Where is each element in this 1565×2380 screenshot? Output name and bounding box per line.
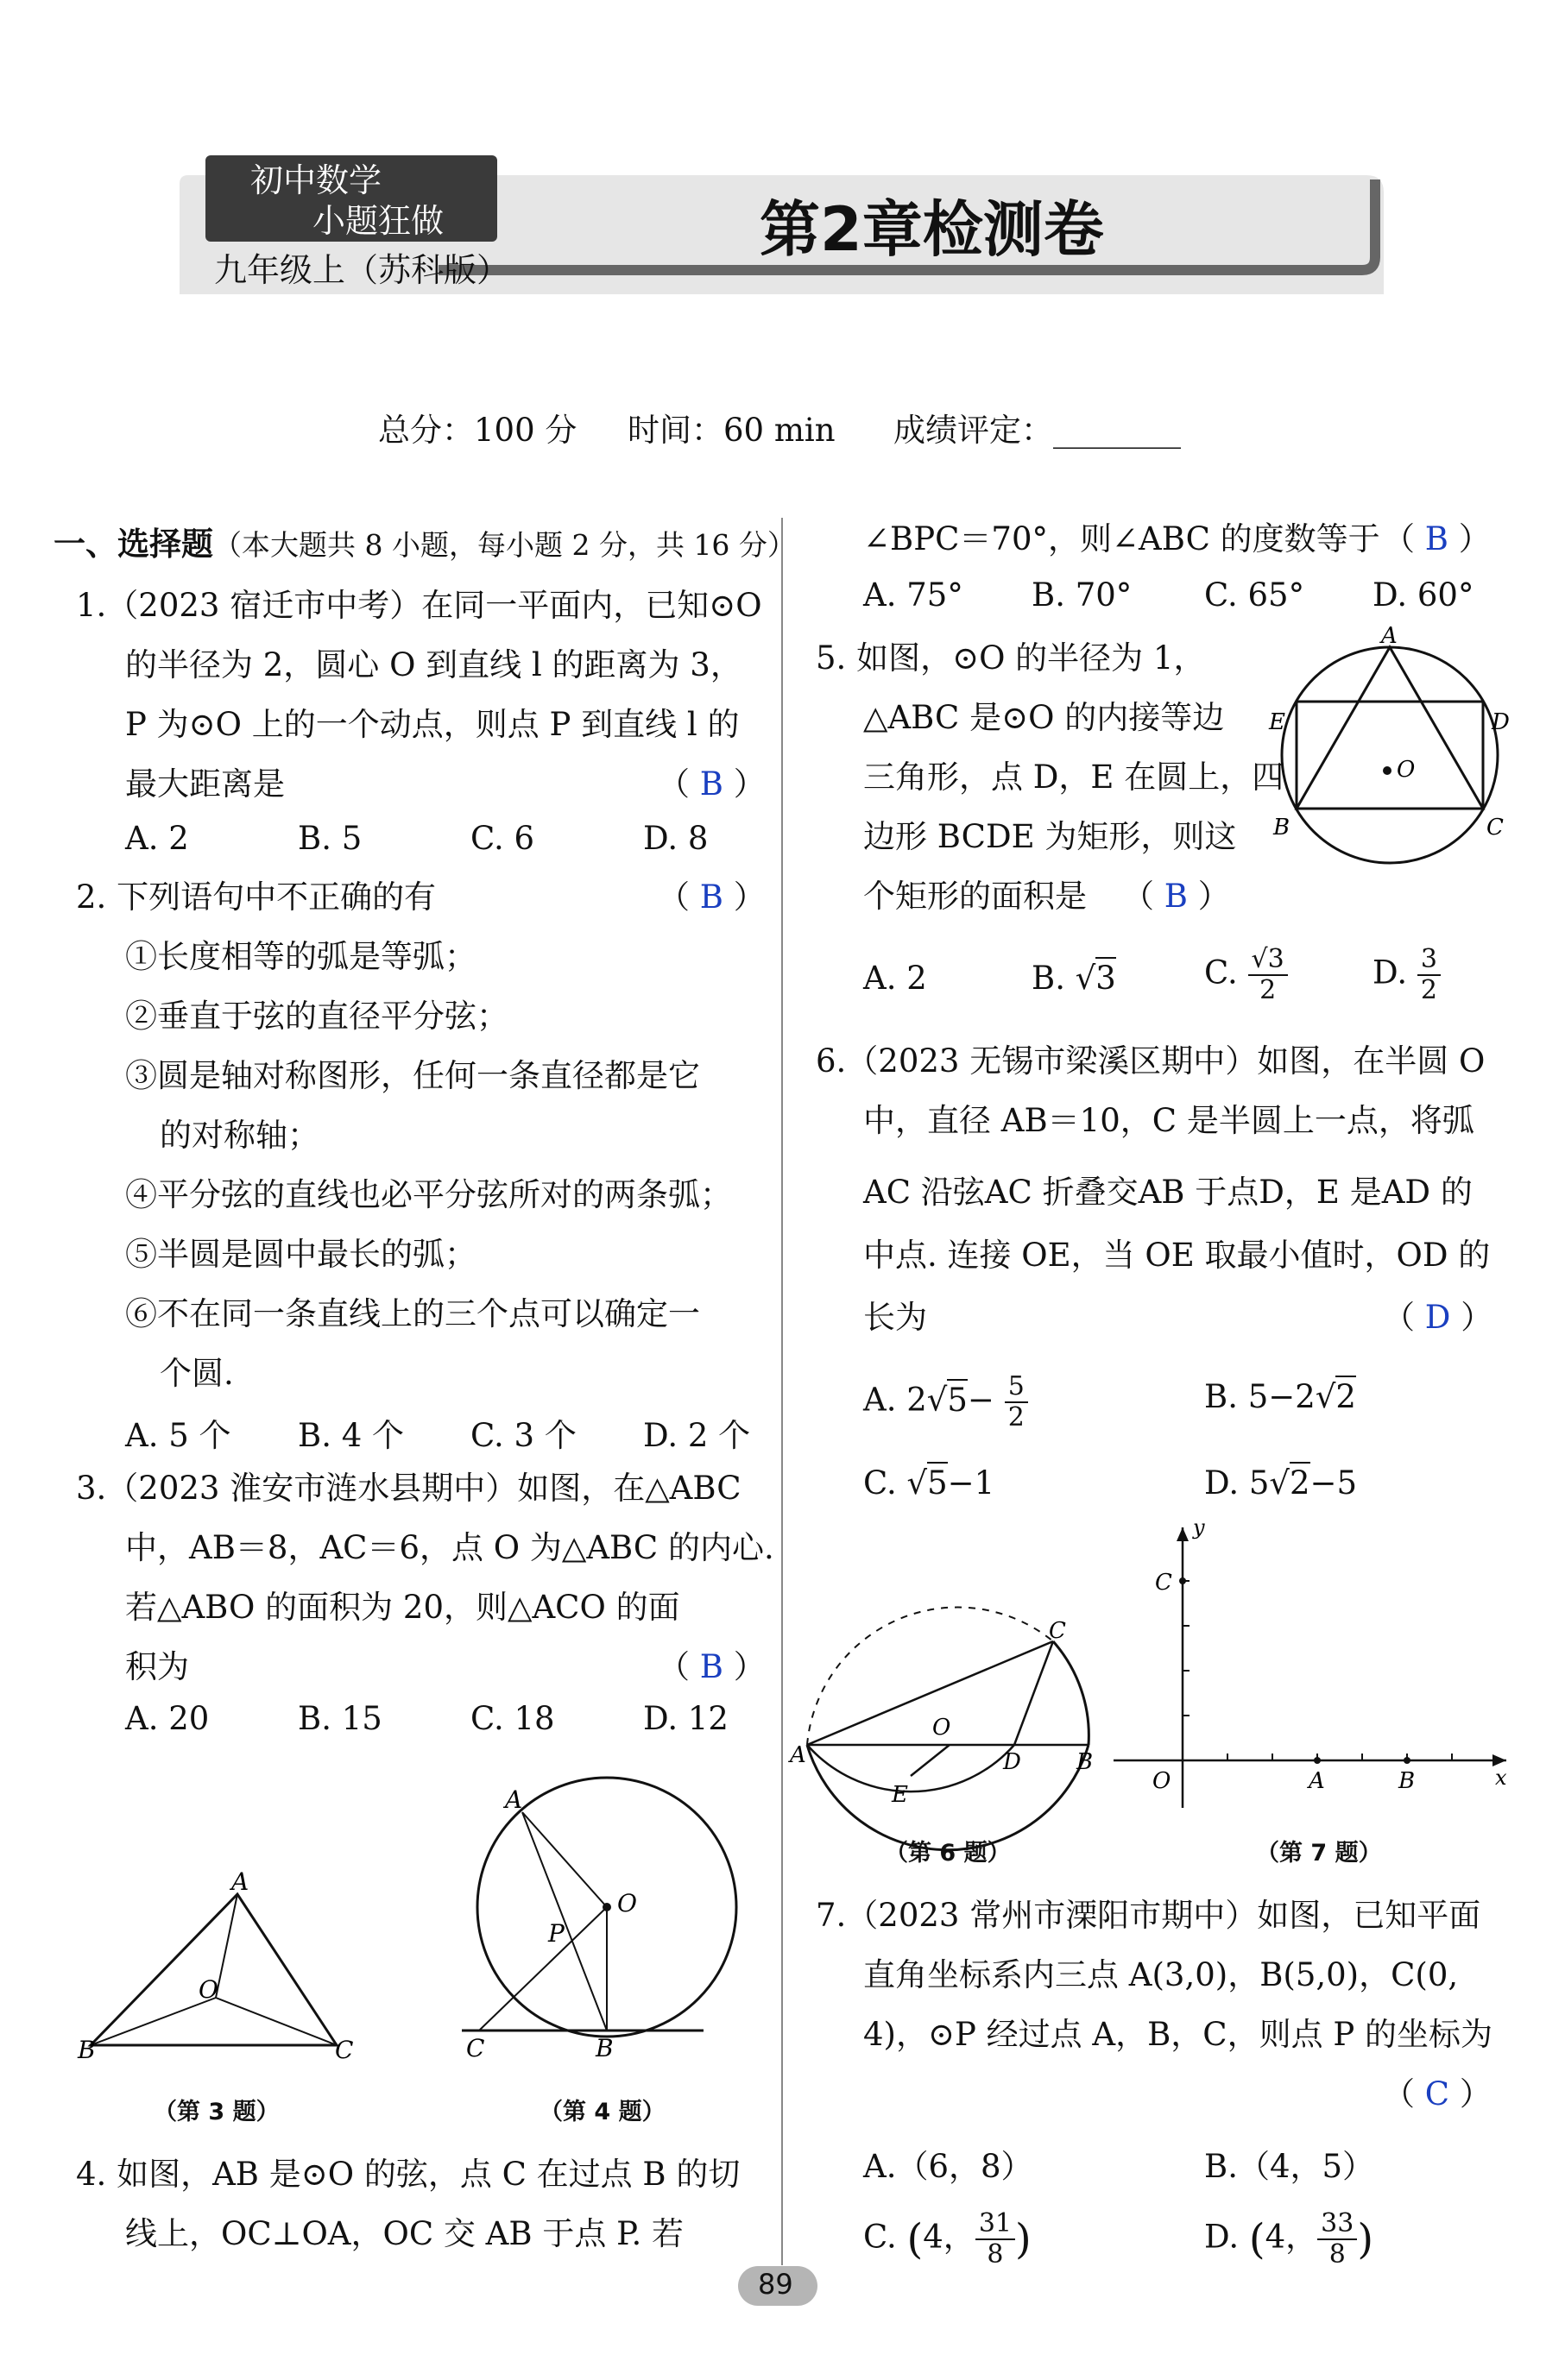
svg-text:O: O (199, 1975, 218, 2004)
q2-option-b: B. 4 个 (298, 1417, 405, 1454)
svg-text:D: D (1003, 1749, 1021, 1775)
q6-option-c: C. √5−1 (863, 1464, 994, 1502)
q5-option-d-label: D. (1373, 954, 1408, 992)
q6-line5: 长为 (863, 1299, 927, 1336)
svg-text:A: A (1381, 623, 1398, 649)
figure-q3 (78, 1867, 371, 2064)
q3-line4: 积为 (125, 1648, 189, 1685)
svg-text:C: C (1486, 815, 1504, 841)
q1-option-d: D. 8 (643, 820, 709, 857)
svg-text:x: x (1495, 1766, 1507, 1790)
q6-option-b: B. 5−2√2 (1204, 1378, 1356, 1415)
q3-option-a: A. 20 (125, 1700, 210, 1737)
svg-text:A: A (790, 1742, 806, 1768)
column-divider (781, 518, 783, 2265)
q1-line3: P 为⊙O 上的一个动点，则点 P 到直线 l 的 (125, 706, 740, 743)
figure-q6-caption: （第 6 题） (885, 1840, 1011, 1867)
q6-option-d-label: D. (1204, 1464, 1240, 1502)
grade-evaluation: 成绩评定：________ (893, 412, 1181, 449)
figure-q7-caption: （第 7 题） (1256, 1840, 1382, 1867)
q6-option-c-label: C. (863, 1464, 897, 1502)
q2-item-6: ⑥不在同一条直线上的三个点可以确定一 (125, 1295, 700, 1332)
q5-option-d (1373, 945, 1441, 1005)
q1-line2: 的半径为 2，圆心 O 到直线 l 的距离为 3， (125, 646, 742, 683)
q7-option-c-label: C. (863, 2218, 897, 2256)
q6-option-c-radicand: 5 (927, 1462, 948, 1502)
svg-text:C: C (1155, 1570, 1172, 1596)
figure-q6 (790, 1618, 1101, 1821)
q1-option-c: C. 6 (470, 820, 535, 857)
q4-option-a: A. 75° (863, 576, 963, 614)
q4-answer-value: B (1424, 520, 1448, 557)
q6-option-d-radicand: 2 (1290, 1462, 1310, 1502)
q5-line4: 边形 BCDE 为矩形，则这 (863, 818, 1237, 855)
q4-option-d: D. 60° (1373, 576, 1474, 614)
q5-option-c-den: 2 (1259, 975, 1277, 1005)
q6-answer: （ D ） (1383, 1299, 1493, 1336)
q1-answer: （ B ） (658, 765, 766, 803)
q5-option-d-fraction (1417, 945, 1441, 1005)
figure-q3-caption: （第 3 题） (154, 2099, 280, 2125)
q6-option-a: A. 2√5− $\frac{5}{2}$ (863, 1372, 1028, 1432)
q6-option-a-fraction (1005, 1372, 1028, 1432)
q7-answer-value: C (1424, 2075, 1450, 2112)
q3-line1: 3.（2023 淮安市涟水县期中）如图，在△ABC (76, 1470, 741, 1507)
svg-text:C: C (335, 2036, 354, 2064)
figure-q5 (1260, 623, 1519, 867)
figure-q4 (453, 1773, 712, 2067)
q7-line2: 直角坐标系内三点 A(3,0)，B(5,0)，C(0, (863, 1956, 1459, 1993)
q2-item-4: ④平分弦的直线也必平分弦所对的两条弧； (125, 1176, 732, 1213)
svg-text:B: B (1398, 1768, 1416, 1794)
q4-option-c: C. 65° (1204, 576, 1305, 614)
section-title (54, 518, 796, 564)
q6-option-d: D. 5√2−5 (1204, 1464, 1357, 1502)
q7-option-c-pre: 4， (923, 2218, 975, 2256)
q6-option-a-minus: − (967, 1381, 994, 1419)
section-note: （本大题共 8 小题，每小题 2 分，共 16 分） (213, 528, 796, 562)
page-number: 89 (758, 2268, 793, 2301)
q5-line3: 三角形，点 D，E 在圆上，四 (863, 759, 1284, 796)
svg-text:O: O (932, 1715, 951, 1741)
q5-option-b-radicand: 3 (1095, 957, 1116, 997)
svg-text:A: A (505, 1785, 523, 1814)
q7-option-d-den: 8 (1328, 2239, 1346, 2270)
q4-line3: ∠BPC＝70°，则∠ABC 的度数等于 (863, 520, 1380, 557)
q1-option-b: B. 5 (298, 820, 363, 857)
series-line2: 小题狂做 (312, 202, 445, 240)
q7-option-c: C. (4， $\frac{31}{8}$ ) (863, 2208, 1032, 2270)
q6-option-a-num: 5 (1005, 1372, 1028, 1403)
q1-line1: 1.（2023 宿迁市中考）在同一平面内，已知⊙O (76, 587, 762, 624)
svg-text:A: A (1309, 1768, 1325, 1794)
q5-option-b-label: B. (1032, 960, 1065, 997)
q7-option-c-den: 8 (987, 2239, 1004, 2270)
q1-line4: 最大距离是 (125, 765, 285, 803)
q7-option-d-pre: 4， (1265, 2218, 1318, 2256)
svg-text:D: D (1492, 709, 1510, 735)
q5-line5: 个矩形的面积是 (863, 878, 1087, 915)
q3-answer-value: B (699, 1648, 723, 1685)
q3-line2: 中，AB＝8，AC＝6，点 O 为△ABC 的内心. (125, 1529, 774, 1566)
q1-answer-value: B (699, 765, 723, 803)
q7-option-d-num: 33 (1317, 2209, 1357, 2240)
q7-line3: 4)，⊙P 经过点 A，B，C，则点 P 的坐标为 (863, 2016, 1493, 2053)
q4-option-b: B. 70° (1032, 576, 1133, 614)
q2-option-d: D. 2 个 (643, 1417, 751, 1454)
q6-option-d-pre: 5 (1248, 1464, 1270, 1502)
q5-option-d-num: 3 (1417, 945, 1441, 976)
svg-text:A: A (231, 1867, 249, 1896)
svg-text:B: B (596, 2034, 614, 2062)
grade-label: 九年级上（苏科版） (214, 251, 510, 289)
svg-text:B: B (1273, 815, 1290, 841)
svg-text:O: O (617, 1889, 637, 1917)
svg-text:B: B (1076, 1749, 1094, 1775)
q2-answer: （ B ） (658, 878, 766, 916)
q1-option-a: A. 2 (125, 820, 189, 857)
q7-line1: 7.（2023 常州市溧阳市期中）如图，已知平面 (816, 1897, 1481, 1934)
time-limit: 时间：60 min (628, 412, 836, 449)
q3-option-c: C. 18 (470, 1700, 555, 1737)
svg-text:O: O (1152, 1768, 1171, 1794)
q6-line1: 6.（2023 无锡市梁溪区期中）如图，在半圆 O (816, 1042, 1486, 1080)
svg-text:P: P (548, 1919, 565, 1948)
q3-option-b: B. 15 (298, 1700, 382, 1737)
figure-q4-caption: （第 4 题） (540, 2099, 666, 2125)
q7-option-d-label: D. (1204, 2218, 1240, 2256)
q6-option-b-pre: 5−2 (1247, 1378, 1316, 1415)
q7-option-b: B.（4，5） (1204, 2148, 1375, 2185)
q5-option-c-fraction (1248, 945, 1288, 1005)
q5-option-c (1204, 945, 1288, 1005)
q4-answer: （ B ） (1383, 520, 1491, 557)
q6-option-a-label: A. (863, 1381, 897, 1419)
q5-option-d-den: 2 (1420, 975, 1437, 1005)
q2-item-2: ②垂直于弦的直径平分弦； (125, 998, 508, 1035)
q2-item-3-cont: 的对称轴； (160, 1117, 319, 1154)
page-title: 第2章检测卷 (760, 194, 1104, 265)
q2-answer-value: B (699, 878, 723, 916)
q5-answer-value: B (1164, 878, 1188, 915)
svg-text:C: C (1049, 1618, 1066, 1644)
q6-option-d-post: −5 (1309, 1464, 1358, 1502)
q6-option-a-radicand: 5 (947, 1379, 968, 1419)
q7-option-c-fraction (975, 2209, 1015, 2270)
q6-answer-value: D (1424, 1299, 1451, 1336)
q2-option-c: C. 3 个 (470, 1417, 577, 1454)
svg-text:B: B (78, 2036, 96, 2064)
q7-option-d-fraction (1317, 2209, 1357, 2270)
q5-option-b: B. √3 (1032, 960, 1116, 997)
q2-item-5: ⑤半圆是圆中最长的弧； (125, 1236, 476, 1273)
svg-text:O: O (1397, 757, 1416, 783)
series-line1: 初中数学 (250, 161, 382, 199)
q6-option-b-label: B. (1204, 1378, 1238, 1415)
q6-line3: AC 沿弦AC 折叠交AB 于点D，E 是AD 的 (863, 1174, 1473, 1211)
q7-answer: （ C ） (1383, 2075, 1492, 2112)
q7-option-d: D. (4， $\frac{33}{8}$ ) (1204, 2208, 1374, 2270)
q6-option-b-radicand: 2 (1335, 1376, 1356, 1415)
total-score: 总分：100 分 (378, 412, 577, 449)
q6-line4: 中点. 连接 OE，当 OE 取最小值时，OD 的 (863, 1237, 1491, 1274)
q6-line2: 中，直径 AB＝10，C 是半圆上一点，将弧 (863, 1102, 1474, 1139)
q6-option-a-pre: 2 (906, 1381, 927, 1419)
q2-option-a: A. 5 个 (125, 1417, 231, 1454)
q2-item-1: ①长度相等的弧是等弧； (125, 938, 476, 975)
q5-option-c-num: √3 (1248, 945, 1288, 976)
q5-answer: （ B ） (1122, 878, 1230, 915)
section-title-text: 一、选择题 (54, 525, 213, 563)
q2-stem: 2. 下列语句中不正确的有 (76, 878, 437, 916)
svg-text:y: y (1193, 1515, 1205, 1539)
q3-option-d: D. 12 (643, 1700, 729, 1737)
q6-option-a-den: 2 (1007, 1402, 1025, 1432)
q2-item-3: ③圆是轴对称图形，任何一条直径都是它 (125, 1057, 700, 1094)
q2-item-6-cont: 个圆. (160, 1355, 234, 1392)
svg-text:C: C (466, 2034, 485, 2062)
q5-line2: △ABC 是⊙O 的内接等边 (863, 699, 1225, 736)
svg-text:E: E (1269, 709, 1285, 735)
q7-option-a: A.（6，8） (863, 2148, 1033, 2185)
q3-line3: 若△ABO 的面积为 20，则△ACO 的面 (125, 1589, 680, 1626)
q7-option-c-num: 31 (975, 2209, 1015, 2240)
q5-option-c-label: C. (1204, 954, 1238, 992)
q5-line1: 5. 如图，⊙O 的半径为 1， (816, 639, 1206, 677)
q5-option-a: A. 2 (863, 960, 927, 997)
svg-text:E: E (892, 1782, 908, 1808)
q3-answer: （ B ） (658, 1648, 766, 1685)
figure-q7 (1105, 1515, 1519, 1812)
q4-line1: 4. 如图，AB 是⊙O 的弦，点 C 在过点 B 的切 (76, 2156, 741, 2193)
q6-option-c-post: −1 (947, 1464, 995, 1502)
q4-line2: 线上，OC⊥OA，OC 交 AB 于点 P. 若 (125, 2215, 685, 2252)
